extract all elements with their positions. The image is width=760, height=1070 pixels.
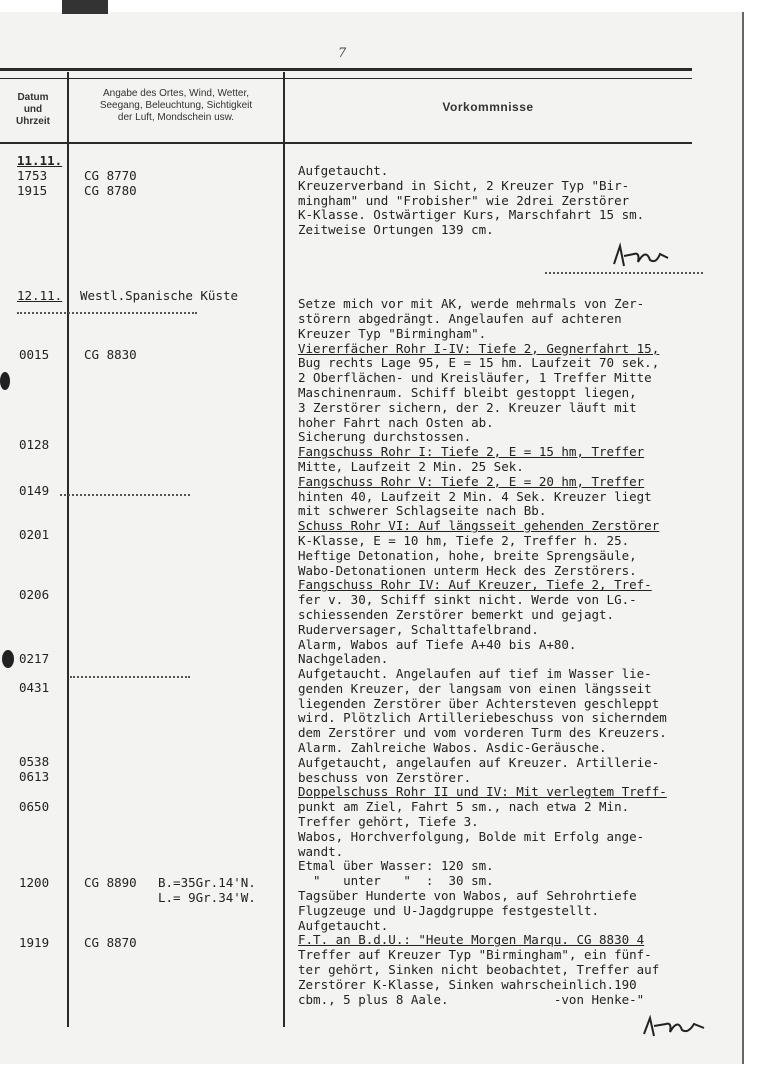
entry-position: CG 8830 [84,347,137,362]
event-line: Ruderversager, Schalttafelbrand. [298,621,539,637]
entry-position: CG 8890 [84,875,137,890]
event-line: Alarm, Wabos auf Tiefe A+40 bis A+80. [298,636,577,652]
entry-time: 1915 [17,183,48,198]
header-location-line-3: der Luft, Mondschein usw. [117,112,235,123]
event-line: Tagsüber Hunderte von Wabos, auf Sehrohrtiefe [298,888,637,904]
entry-time: 0613 [19,769,50,784]
event-line: Fangschuss Rohr V: Tiefe 2, E = 20 hm, Treffer [298,473,645,489]
top-rule [0,68,692,71]
event-line: hinten 40, Laufzeit 2 Min. 4 Sek. Kreuzer liegt [298,488,652,504]
event-line: störern abgedrängt. Angelaufen auf achteren [298,310,622,326]
event-line: Treffer gehört, Tiefe 3. [298,814,479,830]
event-line: Mitte, Laufzeit 2 Min. 25 Sek. [298,458,524,474]
event-line: K-Klasse, E = 10 hm, Tiefe 2, Treffer h. 25. [298,532,630,548]
event-line: punkt am Ziel, Fahrt 5 sm., nach etwa 2 Min. [298,799,630,815]
entry-time: 0128 [19,437,50,452]
header-date-line-3: Uhrzeit [16,116,50,127]
signature-mark [610,242,672,277]
entry-time: 0217 [19,651,50,666]
entry-coordinate-longitude: L.= 9Gr.34'W. [158,890,256,905]
event-line: dem Zerstörer und vom vorderen Turm des Kreuzers. [298,725,667,741]
entry-time: 0431 [19,680,50,695]
header-location-line-1: Angabe des Ortes, Wind, Wetter, [103,88,249,99]
event-line: beschuss von Zerstörer. [298,769,472,785]
entry-time: 0650 [19,799,50,814]
entry-position: CG 8780 [84,183,137,198]
punch-hole [2,650,14,668]
page-number: 7 [338,46,347,61]
event-line: Fangschuss Rohr I: Tiefe 2, E = 15 hm, Treffer [298,444,645,460]
event-line: schiessenden Zerstörer bemerkt und gejagt. [298,606,615,622]
event-line: Kreuzerverband in Sicht, 2 Kreuzer Typ "Bir- [298,177,630,193]
event-line: Alarm. Zahlreiche Wabos. Asdic-Geräusche. [298,740,607,756]
event-line: " unter " : 30 sm. [298,873,494,889]
dotted-separator [70,676,190,678]
event-line: Doppelschuss Rohr II und IV: Mit verlegtem Treff- [298,784,667,800]
header-location-column [70,88,282,124]
event-line: genden Kreuzer, der langsam von einen längsseit [298,680,652,696]
event-line: Bug rechts Lage 95, E = 15 hm. Laufzeit 70 sek., [298,355,660,371]
entry-time: 0015 [19,347,50,362]
entry-date: 11.11. [17,153,63,168]
event-line: mingham" und "Frobisher" wie 2drei Zerstörer [298,192,630,208]
event-line: Nachgeladen. [298,651,389,667]
event-line: Zerstörer K-Klasse, Sinken wahrscheinlich.190 [298,976,637,992]
event-line: Wabo-Detonationen unterm Heck des Zerstörers. [298,562,637,578]
header-date-line-1: Datum [17,92,49,103]
event-line: Viererfächer Rohr I-IV: Tiefe 2, Gegnerfahrt 15, [298,340,660,356]
column-divider-2 [283,72,285,1027]
event-line [298,238,738,253]
entry-time: 1919 [19,935,50,950]
header-events-column: Vorkommnisse [442,100,534,114]
event-line: Schuss Rohr VI: Auf längsseit gehenden Zerstörer [298,518,660,534]
entry-time: 0538 [19,754,50,769]
event-line: fer v. 30, Schiff sinkt nicht. Werde von LG.- [298,592,637,608]
event-line: Treffer auf Kreuzer Typ "Birmingham", ein fünf- [298,947,652,963]
event-line: Zeitweise Ortungen 139 cm. [298,222,494,238]
event-line: Setze mich vor mit AK, werde mehrmals von Zer- [298,296,645,312]
event-line: Aufgetaucht. [298,917,389,933]
entry-time: 0206 [19,587,50,602]
event-line: 2 Oberflächen- und Kreisläufer, 1 Treffer Mitte [298,370,652,386]
entry-position: Westl.Spanische Küste [80,288,239,303]
entry-time: 1200 [19,875,50,890]
event-line: Aufgetaucht. [298,163,389,178]
event-line: Heftige Detonation, hohe, breite Sprengsäule, [298,547,637,563]
event-line: Aufgetaucht, angelaufen auf Kreuzer. Artillerie- [298,754,660,770]
header-bottom-rule [0,142,692,144]
event-line [298,282,738,297]
entry-position: CG 8870 [84,935,137,950]
event-line: Fangschuss Rohr IV: Auf Kreuzer, Tiefe 2, Tref- [298,577,652,593]
header-date-column [2,92,64,128]
event-line: Aufgetaucht. Angelaufen auf tief im Wasser lie- [298,666,652,682]
entry-time: 1753 [17,168,48,183]
event-line: ter gehört, Sinken nicht beobachtet, Treffer auf [298,962,660,978]
entry-position: CG 8770 [84,168,137,183]
event-line: liegenden Zerstörer über Achtersteven geschleppt [298,695,660,711]
event-line: wird. Plötzlich Artilleriebeschuss von sicherndem [298,710,667,726]
column-divider-1 [67,72,69,1027]
binder-tab [62,0,108,14]
event-line: cbm., 5 plus 8 Aale. -von Henke-" [298,991,645,1007]
entry-time: 0149 [19,483,50,498]
event-line [298,253,738,268]
header-rule [0,78,692,79]
entry-coordinate-latitude: B.=35Gr.14'N. [158,875,256,890]
dotted-separator [60,494,190,496]
event-line: Flugzeuge und U-Jagdgruppe festgestellt. [298,902,600,918]
event-line: wandt. [298,843,344,859]
event-line: Kreuzer Typ "Birmingham". [298,325,487,341]
event-line: 3 Zerstörer sichern, der 2. Kreuzer läuft mit [298,399,637,415]
dotted-separator [17,312,197,314]
event-line: Sicherung durchstossen. [298,429,472,445]
event-line: hoher Fahrt nach Osten ab. [298,414,494,430]
header-date-line-2: und [23,104,43,115]
event-line: F.T. an B.d.U.: "Heute Morgen Marqu. CG 8830 4 [298,932,645,948]
event-line: Maschinenraum. Schiff bleibt gestoppt liegen, [298,384,637,400]
closing-signature-mark [640,1012,710,1047]
signature-scribble-icon [610,242,672,272]
closing-signature-scribble-icon [640,1012,710,1042]
entry-time: 0201 [19,527,50,542]
punch-hole [0,372,10,390]
event-line: Etmal über Wasser: 120 sm. [298,858,494,874]
event-line: K-Klasse. Ostwärtiger Kurs, Marschfahrt 15 sm. [298,207,645,223]
events-text [298,164,738,1007]
event-line [298,268,738,283]
event-line: Wabos, Horchverfolgung, Bolde mit Erfolg ange- [298,828,645,844]
header-location-line-2: Seegang, Beleuchtung, Sichtigkeit [99,100,253,111]
event-line: mit schwerer Schlagseite nach Bb. [298,503,547,519]
entry-date: 12.11. [17,288,63,303]
